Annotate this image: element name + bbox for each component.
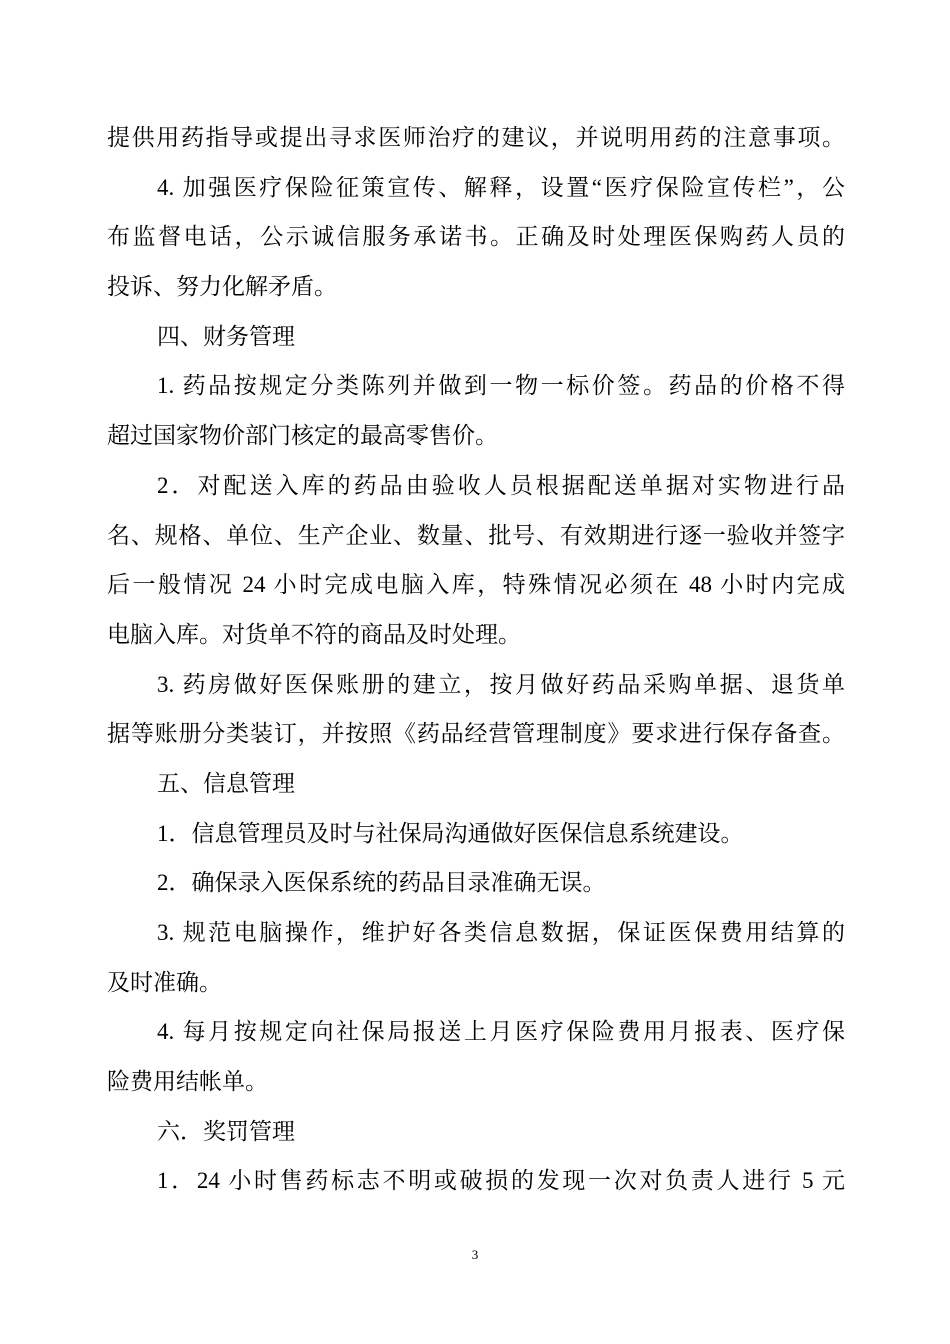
section-heading: 六．奖罚管理 bbox=[157, 1118, 295, 1144]
text-line: 投诉、努力化解矛盾。 bbox=[107, 274, 337, 300]
text-line: 布监督电话，公示诚信服务承诺书。正确及时处理医保购药人员的 bbox=[107, 224, 845, 250]
page-number: 3 bbox=[471, 1247, 479, 1262]
list-item-line: 3. 药房做好医保账册的建立，按月做好药品采购单据、退货单 bbox=[157, 671, 845, 697]
section-heading: 五、信息管理 bbox=[157, 770, 295, 796]
text-line: 及时准确。 bbox=[107, 969, 222, 995]
text-line: 险费用结帐单。 bbox=[107, 1069, 268, 1095]
text-line: 电脑入库。对货单不符的商品及时处理。 bbox=[107, 621, 521, 647]
list-item-line: 3. 规范电脑操作，维护好各类信息数据，保证医保费用结算的 bbox=[157, 920, 845, 945]
list-item-line: 2．确保录入医保系统的药品目录准确无误。 bbox=[157, 870, 606, 896]
text-line: 超过国家物价部门核定的最高零售价。 bbox=[107, 423, 498, 449]
list-item-line: 1. 药品按规定分类陈列并做到一物一标价签。药品的价格不得 bbox=[157, 373, 845, 399]
list-item-line: 2．对配送入库的药品由验收人员根据配送单据对实物进行品 bbox=[157, 472, 845, 498]
list-item-line: 1．24 小时售药标志不明或破损的发现一次对负责人进行 5 元 bbox=[157, 1168, 845, 1194]
body-text bbox=[107, 113, 845, 1206]
text-line: 提供用药指导或提出寻求医师治疗的建议，并说明用药的注意事项。 bbox=[107, 125, 845, 150]
text-line: 据等账册分类装订，并按照《药品经营管理制度》要求进行保存备查。 bbox=[107, 721, 845, 747]
list-item-line: 1．信息管理员及时与社保局沟通做好医保信息系统建设。 bbox=[157, 820, 744, 846]
list-item-line: 4. 加强医疗保险征策宣传、解释，设置“医疗保险宣传栏”，公 bbox=[157, 174, 845, 200]
text-line: 后一般情况 24 小时完成电脑入库，特殊情况必须在 48 小时内完成 bbox=[107, 572, 845, 598]
section-heading: 四、财务管理 bbox=[157, 323, 295, 349]
text-line: 名、规格、单位、生产企业、数量、批号、有效期进行逐一验收并签字 bbox=[107, 522, 845, 548]
list-item-line: 4. 每月按规定向社保局报送上月医疗保险费用月报表、医疗保 bbox=[157, 1019, 845, 1045]
